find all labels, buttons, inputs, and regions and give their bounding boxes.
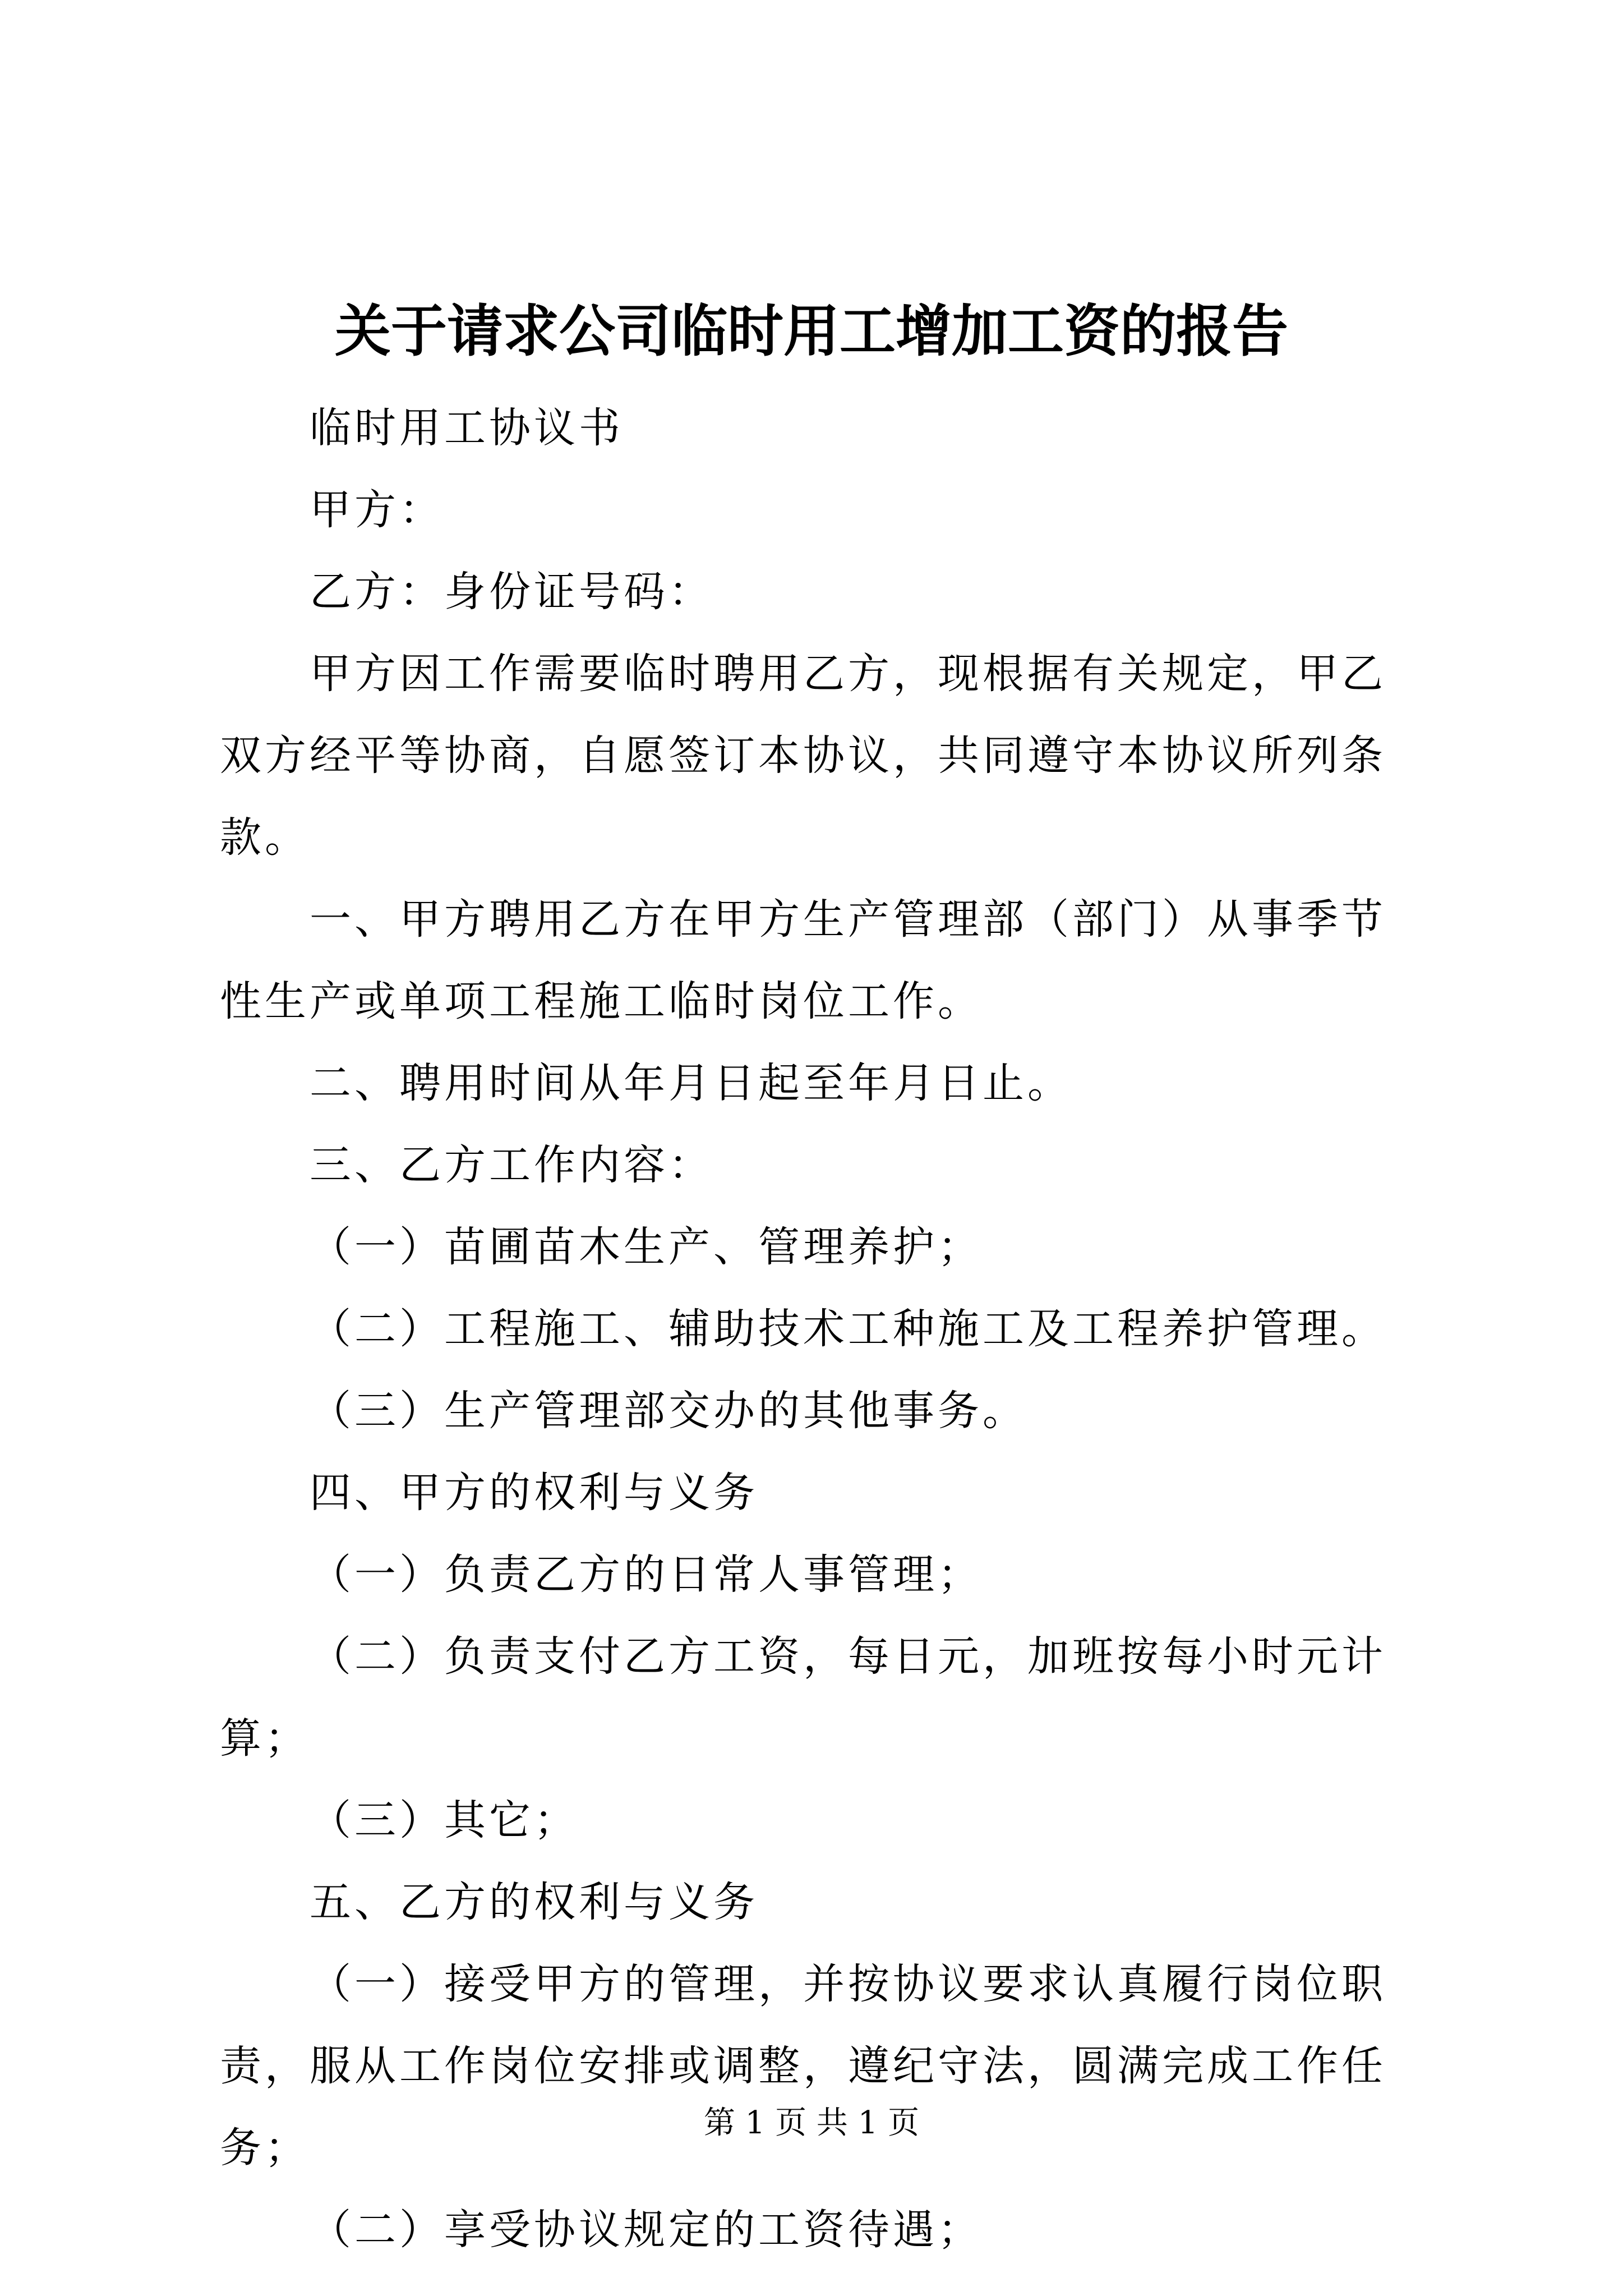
paragraph-clause-3-item-3: （三）生产管理部交办的其他事务。 [310, 1387, 1027, 1435]
document-body [220, 387, 1420, 2271]
paragraph-clause-3-item-1: （一）苗圃苗木生产、管理养护； [310, 1223, 983, 1271]
paragraph-clause-4: 四、甲方的权利与义务 [310, 1469, 758, 1517]
paragraph-clause-4-item-3: （三）其它； [310, 1796, 579, 1844]
paragraph-party-b: 乙方：身份证号码： [310, 568, 713, 616]
paragraph-agreement-title: 临时用工协议书 [310, 404, 624, 452]
paragraph-clause-2: 二、聘用时间从年月日起至年月日止。 [310, 1059, 1072, 1107]
page-footer: 第 1 页 共 1 页 [703, 2105, 920, 2141]
paragraph-clause-4-item-2: （二）负责支付乙方工资，每日元，加班按每小时元计算； [220, 1632, 1386, 1763]
paragraph-preamble: 甲方因工作需要临时聘用乙方，现根据有关规定，甲乙双方经平等协商，自愿签订本协议，共同遵守本协议所列条款。 [220, 650, 1386, 862]
document-title: 关于请求公司临时用工增加工资的报告 [335, 298, 1288, 364]
paragraph-clause-5-item-2: （二）享受协议规定的工资待遇； [310, 2206, 983, 2254]
paragraph-clause-1: 一、甲方聘用乙方在甲方生产管理部（部门）从事季节性生产或单项工程施工临时岗位工作。 [220, 895, 1386, 1025]
paragraph-clause-4-item-1: （一）负责乙方的日常人事管理； [310, 1550, 983, 1599]
paragraph-party-a: 甲方： [310, 486, 444, 534]
paragraph-clause-5: 五、乙方的权利与义务 [310, 1878, 758, 1926]
paragraph-clause-3-item-2: （二）工程施工、辅助技术工种施工及工程养护管理。 [310, 1305, 1386, 1353]
paragraph-clause-5-item-1: （一）接受甲方的管理，并按协议要求认真履行岗位职责，服从工作岗位安排或调整，遵纪守法，圆满完成工作任务； [220, 1960, 1386, 2172]
paragraph-clause-3: 三、乙方工作内容： [310, 1141, 713, 1189]
